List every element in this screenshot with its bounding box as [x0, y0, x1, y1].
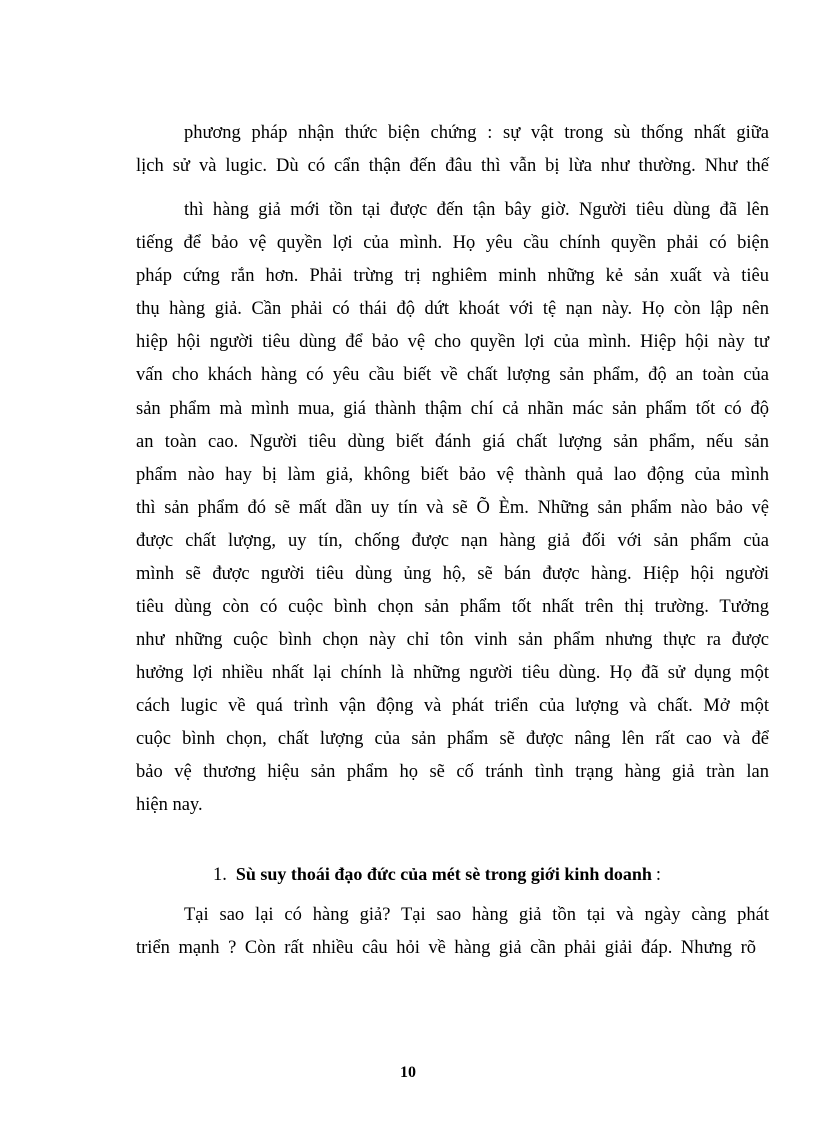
section-heading: [213, 862, 661, 887]
paragraph-line: sản phẩm mà mình mua, giá thành thậm chí cả nhãn mác sản phẩm tốt có độ: [136, 399, 769, 419]
paragraph-line: phương pháp nhận thức biện chứng : sự vật trong sù thống nhất giữa: [184, 123, 769, 143]
page-number: 10: [400, 1064, 416, 1081]
paragraph-line: vấn cho khách hàng có yêu cầu biết về chất lượng sản phẩm, độ an toàn của: [136, 365, 769, 385]
paragraph-line: hưởng lợi nhiều nhất lại chính là những người tiêu dùng. Họ đã sử dụng một: [136, 663, 769, 683]
paragraph-line: cách lugic về quá trình vận động và phát triển của lượng và chất. Mở một: [136, 696, 769, 716]
paragraph-line: hiệp hội người tiêu dùng để bảo vệ cho quyền lợi của mình. Hiệp hội này tư: [136, 332, 769, 352]
paragraph-line: thì hàng giả mới tồn tại được đến tận bây giờ. Người tiêu dùng đã lên: [184, 200, 769, 220]
paragraph-line: được chất lượng, uy tín, chống được nạn hàng giả đối với sản phẩm của: [136, 531, 769, 551]
paragraph-line: thụ hàng giả. Cần phải có thái độ dứt khoát với tệ nạn này. Họ còn lập nên: [136, 299, 769, 319]
paragraph-line: tiếng để bảo vệ quyền lợi của mình. Họ yêu cầu chính quyền phải có biện: [136, 233, 769, 253]
section-suffix: :: [655, 865, 662, 885]
paragraph-line: phẩm nào hay bị làm giả, không biết bảo vệ thành quả lao động của mình: [136, 465, 769, 485]
paragraph-line: bảo vệ thương hiệu sản phẩm họ sẽ cố tránh tình trạng hàng giả tràn lan: [136, 762, 769, 782]
paragraph-line: mình sẽ được người tiêu dùng ủng hộ, sẽ bán được hàng. Hiệp hội người: [136, 564, 769, 584]
paragraph-line: hiện nay.: [136, 795, 203, 815]
paragraph-line: an toàn cao. Người tiêu dùng biết đánh giá chất lượng sản phẩm, nếu sản: [136, 432, 769, 452]
paragraph-line: lịch sử và lugic. Dù có cẩn thận đến đâu thì vẫn bị lừa như thường. Như thế: [136, 156, 769, 176]
paragraph-line: triển mạnh ? Còn rất nhiều câu hỏi về hàng giả cần phải giải đáp. Nhưng rõ: [136, 938, 756, 958]
paragraph-line: tiêu dùng còn có cuộc bình chọn sản phẩm tốt nhất trên thị trường. Tưởng: [136, 597, 769, 617]
paragraph-line: cuộc bình chọn, chất lượng của sản phẩm sẽ được nâng lên rất cao và để: [136, 729, 769, 749]
paragraph-line: như những cuộc bình chọn này chỉ tôn vinh sản phẩm nhưng thực ra được: [136, 630, 769, 650]
section-title: Sù suy thoái đạo đức của mét sè trong giới kinh doanh: [235, 864, 652, 884]
paragraph-line: pháp cứng rắn hơn. Phải trừng trị nghiêm minh những kẻ sản xuất và tiêu: [136, 266, 769, 286]
section-number: 1.: [213, 865, 227, 885]
paragraph-line: Tại sao lại có hàng giả? Tại sao hàng giả tồn tại và ngày càng phát: [184, 905, 769, 925]
paragraph-line: thì sản phẩm đó sẽ mất dần uy tín và sẽ Õ Èm. Những sản phẩm nào bảo vệ: [136, 498, 769, 518]
